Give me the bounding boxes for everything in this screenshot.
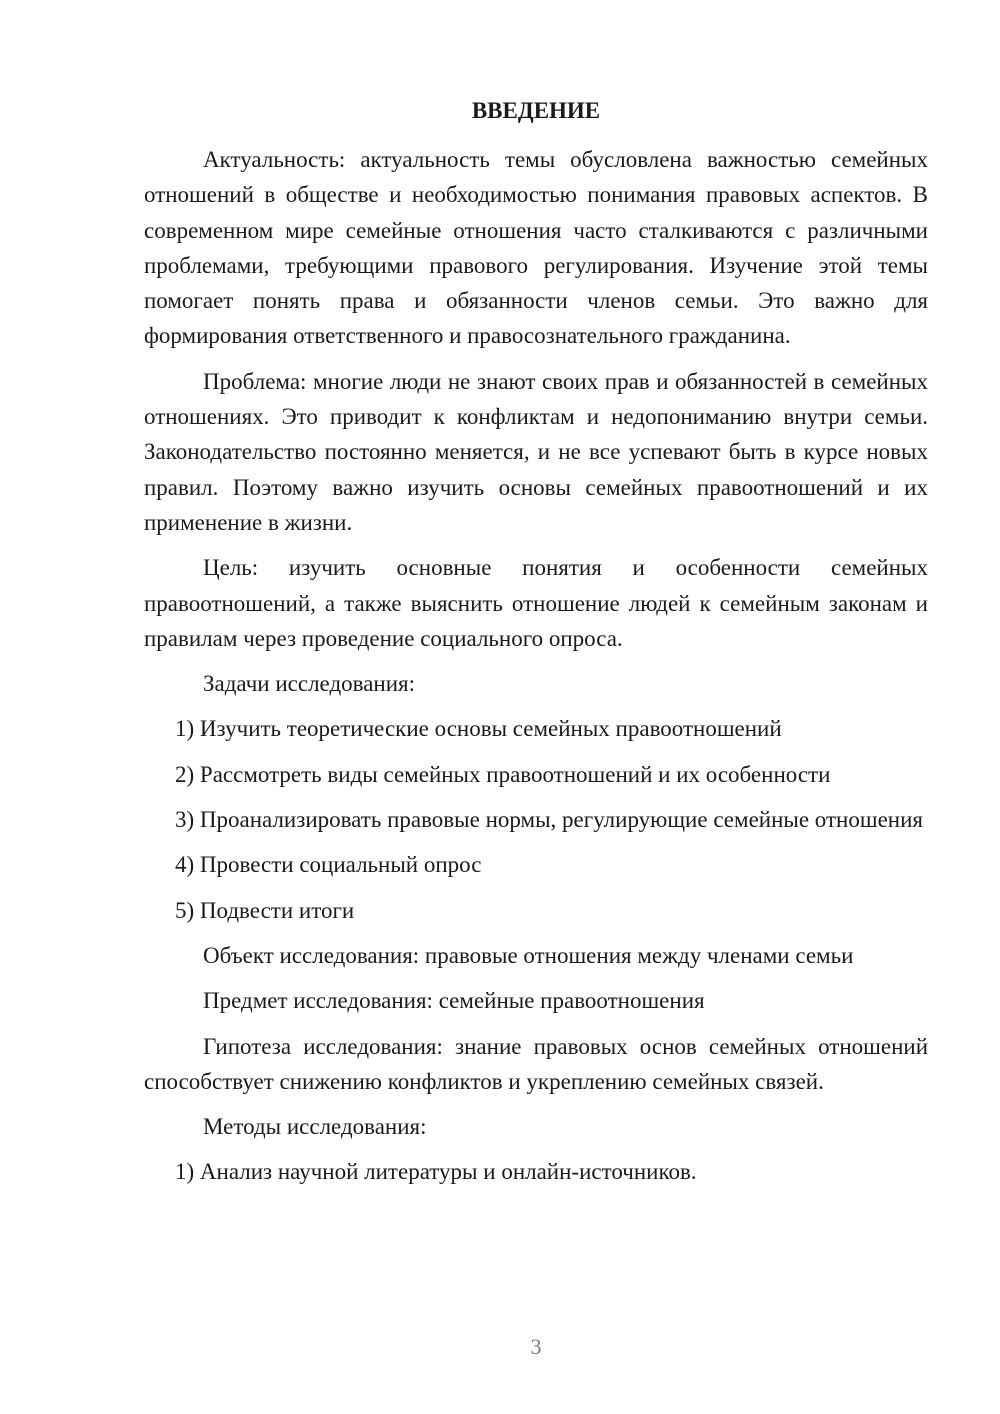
page-number: 3 xyxy=(530,1334,542,1359)
paragraph-object: Объект исследования: правовые отношения между членами семьи xyxy=(203,942,854,968)
page-title: ВВЕДЕНИЕ xyxy=(471,98,601,123)
task-item-3: 3) Проанализировать правовые нормы, регулирующие семейные отношения xyxy=(175,807,923,833)
methods-heading: Методы исследования: xyxy=(203,1114,427,1140)
paragraph-hypothesis: Гипотеза исследования: знание правовых основ семейных отношений способствует снижению конфликтов и укреплению семейных связей. xyxy=(144,1033,928,1094)
method-item-1: 1) Анализ научной литературы и онлайн-источников. xyxy=(175,1159,697,1185)
tasks-heading: Задачи исследования: xyxy=(203,671,416,697)
paragraph-subject: Предмет исследования: семейные правоотношения xyxy=(203,988,705,1014)
paragraph-goal: Цель: изучить основные понятия и особенности семейных правоотношений, а также выяснить отношение людей к семейным законам и правилам через проведение социального опроса. xyxy=(144,555,928,651)
task-item-4: 4) Провести социальный опрос xyxy=(175,852,482,878)
task-item-5: 5) Подвести итоги xyxy=(175,897,355,923)
task-item-1: 1) Изучить теоретические основы семейных правоотношений xyxy=(175,716,782,742)
paragraph-relevance: Актуальность: актуальность темы обусловлена важностью семейных отношений в обществе и необходимостью понимания правовых аспектов. В современном мире семейные отношения часто сталкиваются с различными проблемами, требующими правового регулирования. Изучение этой темы помогает понять права и обязанности членов семьи. Это важно для формирования ответственного и правосознательного гражданина. xyxy=(144,147,928,349)
task-item-2: 2) Рассмотреть виды семейных правоотношений и их особенности xyxy=(175,761,831,787)
paragraph-problem: Проблема: многие люди не знают своих прав и обязанностей в семейных отношениях. Это приводит к конфликтам и недопониманию внутри семьи. Законодательство постоянно меняется, и не все успевают быть в курсе новых правил. Поэтому важно изучить основы семейных правоотношений и их применение в жизни. xyxy=(144,368,928,535)
document-body xyxy=(144,142,928,1200)
